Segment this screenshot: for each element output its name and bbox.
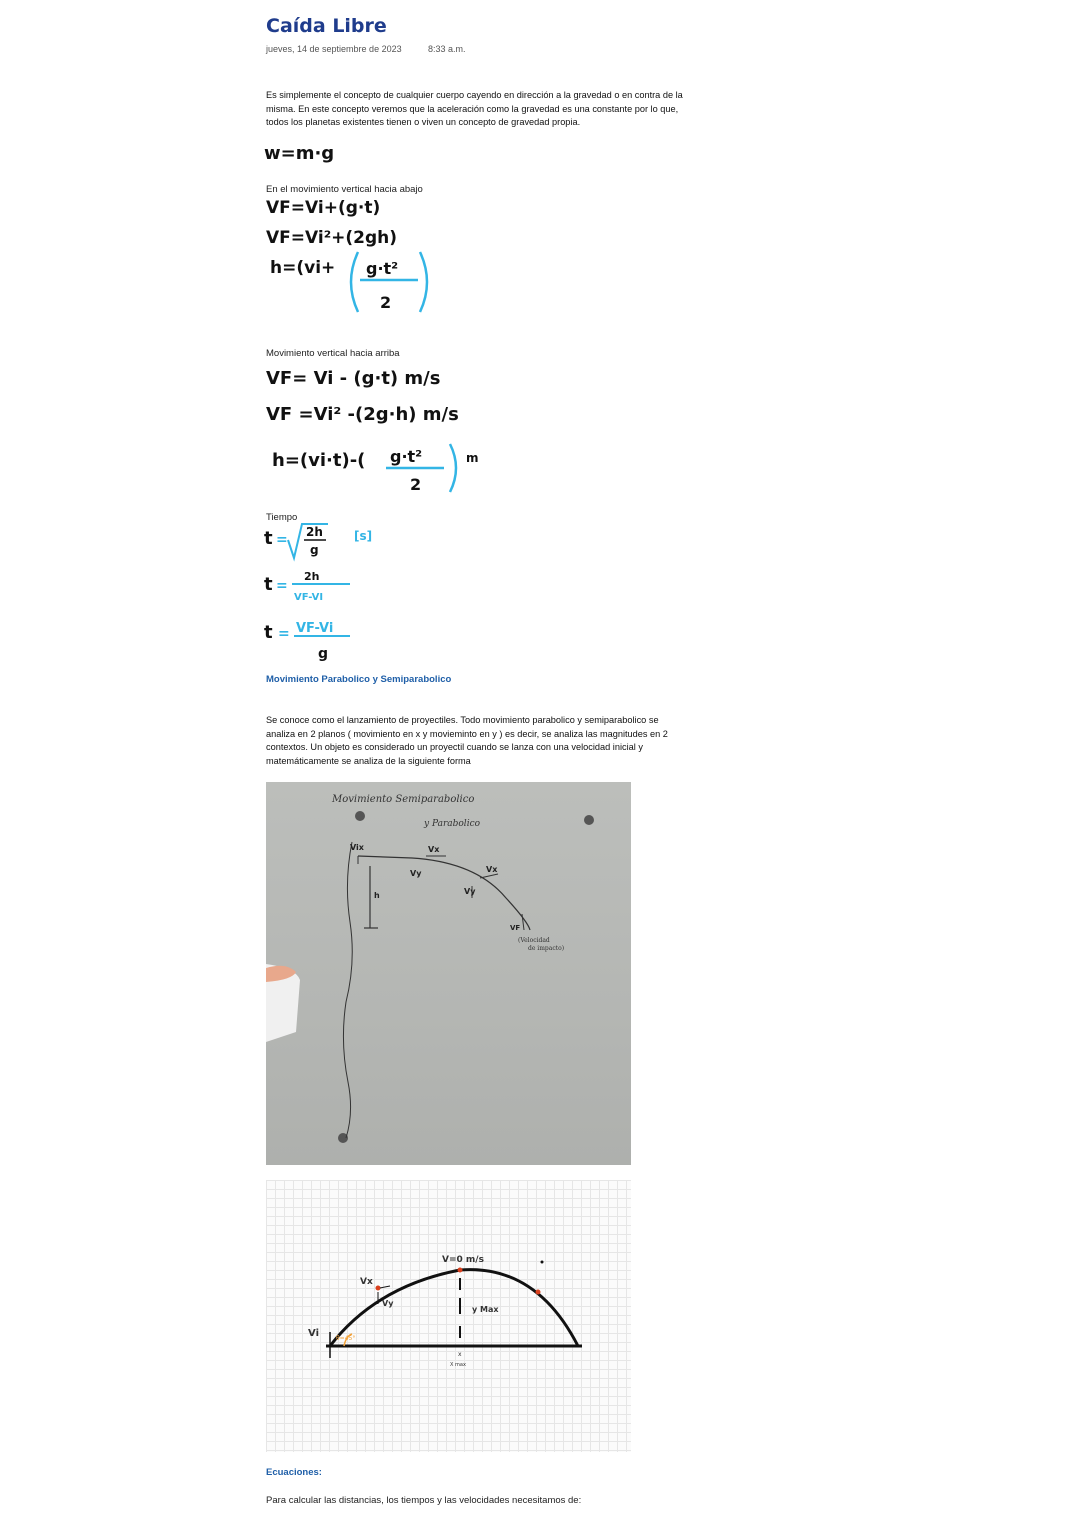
wb-vf: VF: [510, 924, 521, 932]
wb-vy: Vy: [410, 869, 422, 878]
page-title: Caída Libre: [266, 15, 387, 37]
down-formula-1: VF=Vi+(g·t): [266, 198, 381, 218]
up-f3-unit: m: [466, 451, 479, 465]
svg-text:t: t: [264, 574, 273, 595]
time-f1-den: g: [310, 543, 319, 557]
up-formula-3-lhs: h=(vi·t)-(: [272, 450, 366, 471]
wb-vx: Vx: [428, 845, 440, 854]
down-formula-2: VF=Vi²+(2gh): [266, 228, 398, 248]
down-formula-3-fraction: [340, 246, 440, 318]
gs-vy: Vy: [382, 1299, 394, 1308]
wb-title-1: Movimiento Semiparabolico: [332, 794, 475, 805]
wb-vx-2: Vx: [486, 865, 498, 874]
wb-h: h: [374, 891, 380, 900]
up-f3-den: 2: [410, 475, 422, 494]
wb-vy-2: Vy: [464, 887, 476, 896]
svg-text:t: t: [264, 622, 273, 643]
time-f3-num: VF-Vi: [296, 621, 334, 636]
wb-title-2: y Parabolico: [424, 819, 481, 829]
down-f3-num: g·t²: [366, 259, 399, 278]
up-formula-3-fraction: [378, 440, 488, 498]
svg-text:=: =: [276, 532, 288, 548]
intro-paragraph: Es simplemente el concepto de cualquier cuerpo cayendo en dirección a la gravedad o en contra de la misma. En este concepto veremos que la aceleración como la gravedad es una constante por lo que, todos los planetas existentes tienen o viven un concepto de gravedad propia.: [266, 90, 683, 127]
gs-angle: θ=45°: [336, 1335, 356, 1342]
down-f3-den: 2: [380, 293, 392, 312]
wb-vix: Vix: [350, 843, 364, 852]
gs-vx: Vx: [360, 1277, 373, 1287]
gs-v-top: V=0 m/s: [442, 1255, 484, 1265]
down-label: En el movimiento vertical hacia abajo: [266, 184, 423, 195]
gs-x-mark: x: [458, 1351, 462, 1358]
svg-text:=: =: [276, 578, 288, 594]
whiteboard-photo: [266, 782, 631, 1165]
time-label: Tiempo: [266, 512, 298, 523]
up-formula-2: VF =Vi² -(2g·h) m/s: [266, 404, 459, 425]
gs-vi: Vi: [308, 1328, 319, 1339]
down-formula-3-lhs: h=(vi+: [270, 258, 336, 278]
time-formulas: [262, 520, 422, 670]
up-label: Movimiento vertical hacia arriba: [266, 348, 400, 359]
gs-ymax: y Max: [472, 1305, 499, 1314]
parabolic-heading: Movimiento Parabolico y Semiparabolico: [266, 674, 452, 685]
up-formula-1: VF= Vi - (g·t) m/s: [266, 368, 441, 389]
wb-vf-note-1: (Velocidad: [518, 937, 550, 944]
time-f1-num: 2h: [306, 525, 323, 539]
weight-formula: w=m·g: [264, 143, 335, 164]
gs-xmax: X max: [450, 1362, 466, 1368]
grid-sketch: [266, 1180, 631, 1452]
wb-vf-note-2: de impacto): [528, 945, 565, 952]
page-date: jueves, 14 de septiembre de 2023: [266, 44, 402, 54]
svg-text:=: =: [278, 626, 290, 642]
svg-text:t: t: [264, 528, 273, 549]
equations-heading: Ecuaciones:: [266, 1467, 322, 1478]
page-time: 8:33 a.m.: [428, 44, 466, 54]
parabolic-paragraph: Se conoce como el lanzamiento de proyectiles. Todo movimiento parabolico y semiparabolico se analiza en 2 planos ( movimiento en x y movieminto en y ) es decir, se analiza las magnitudes en 2 contextos. Un objeto es considerado un proyectil cuando se lanza con una velocidad inicial y matemáticamente se analiza de la siguiente forma: [266, 715, 668, 766]
time-f2-num: 2h: [304, 570, 320, 583]
equations-text: Para calcular las distancias, los tiempos y las velocidades necesitamos de:: [266, 1495, 582, 1506]
up-f3-num: g·t²: [390, 447, 423, 466]
time-f1-unit: [s]: [354, 529, 373, 543]
time-f2-den: VF-VI: [294, 592, 324, 603]
time-f3-den: g: [318, 646, 329, 662]
